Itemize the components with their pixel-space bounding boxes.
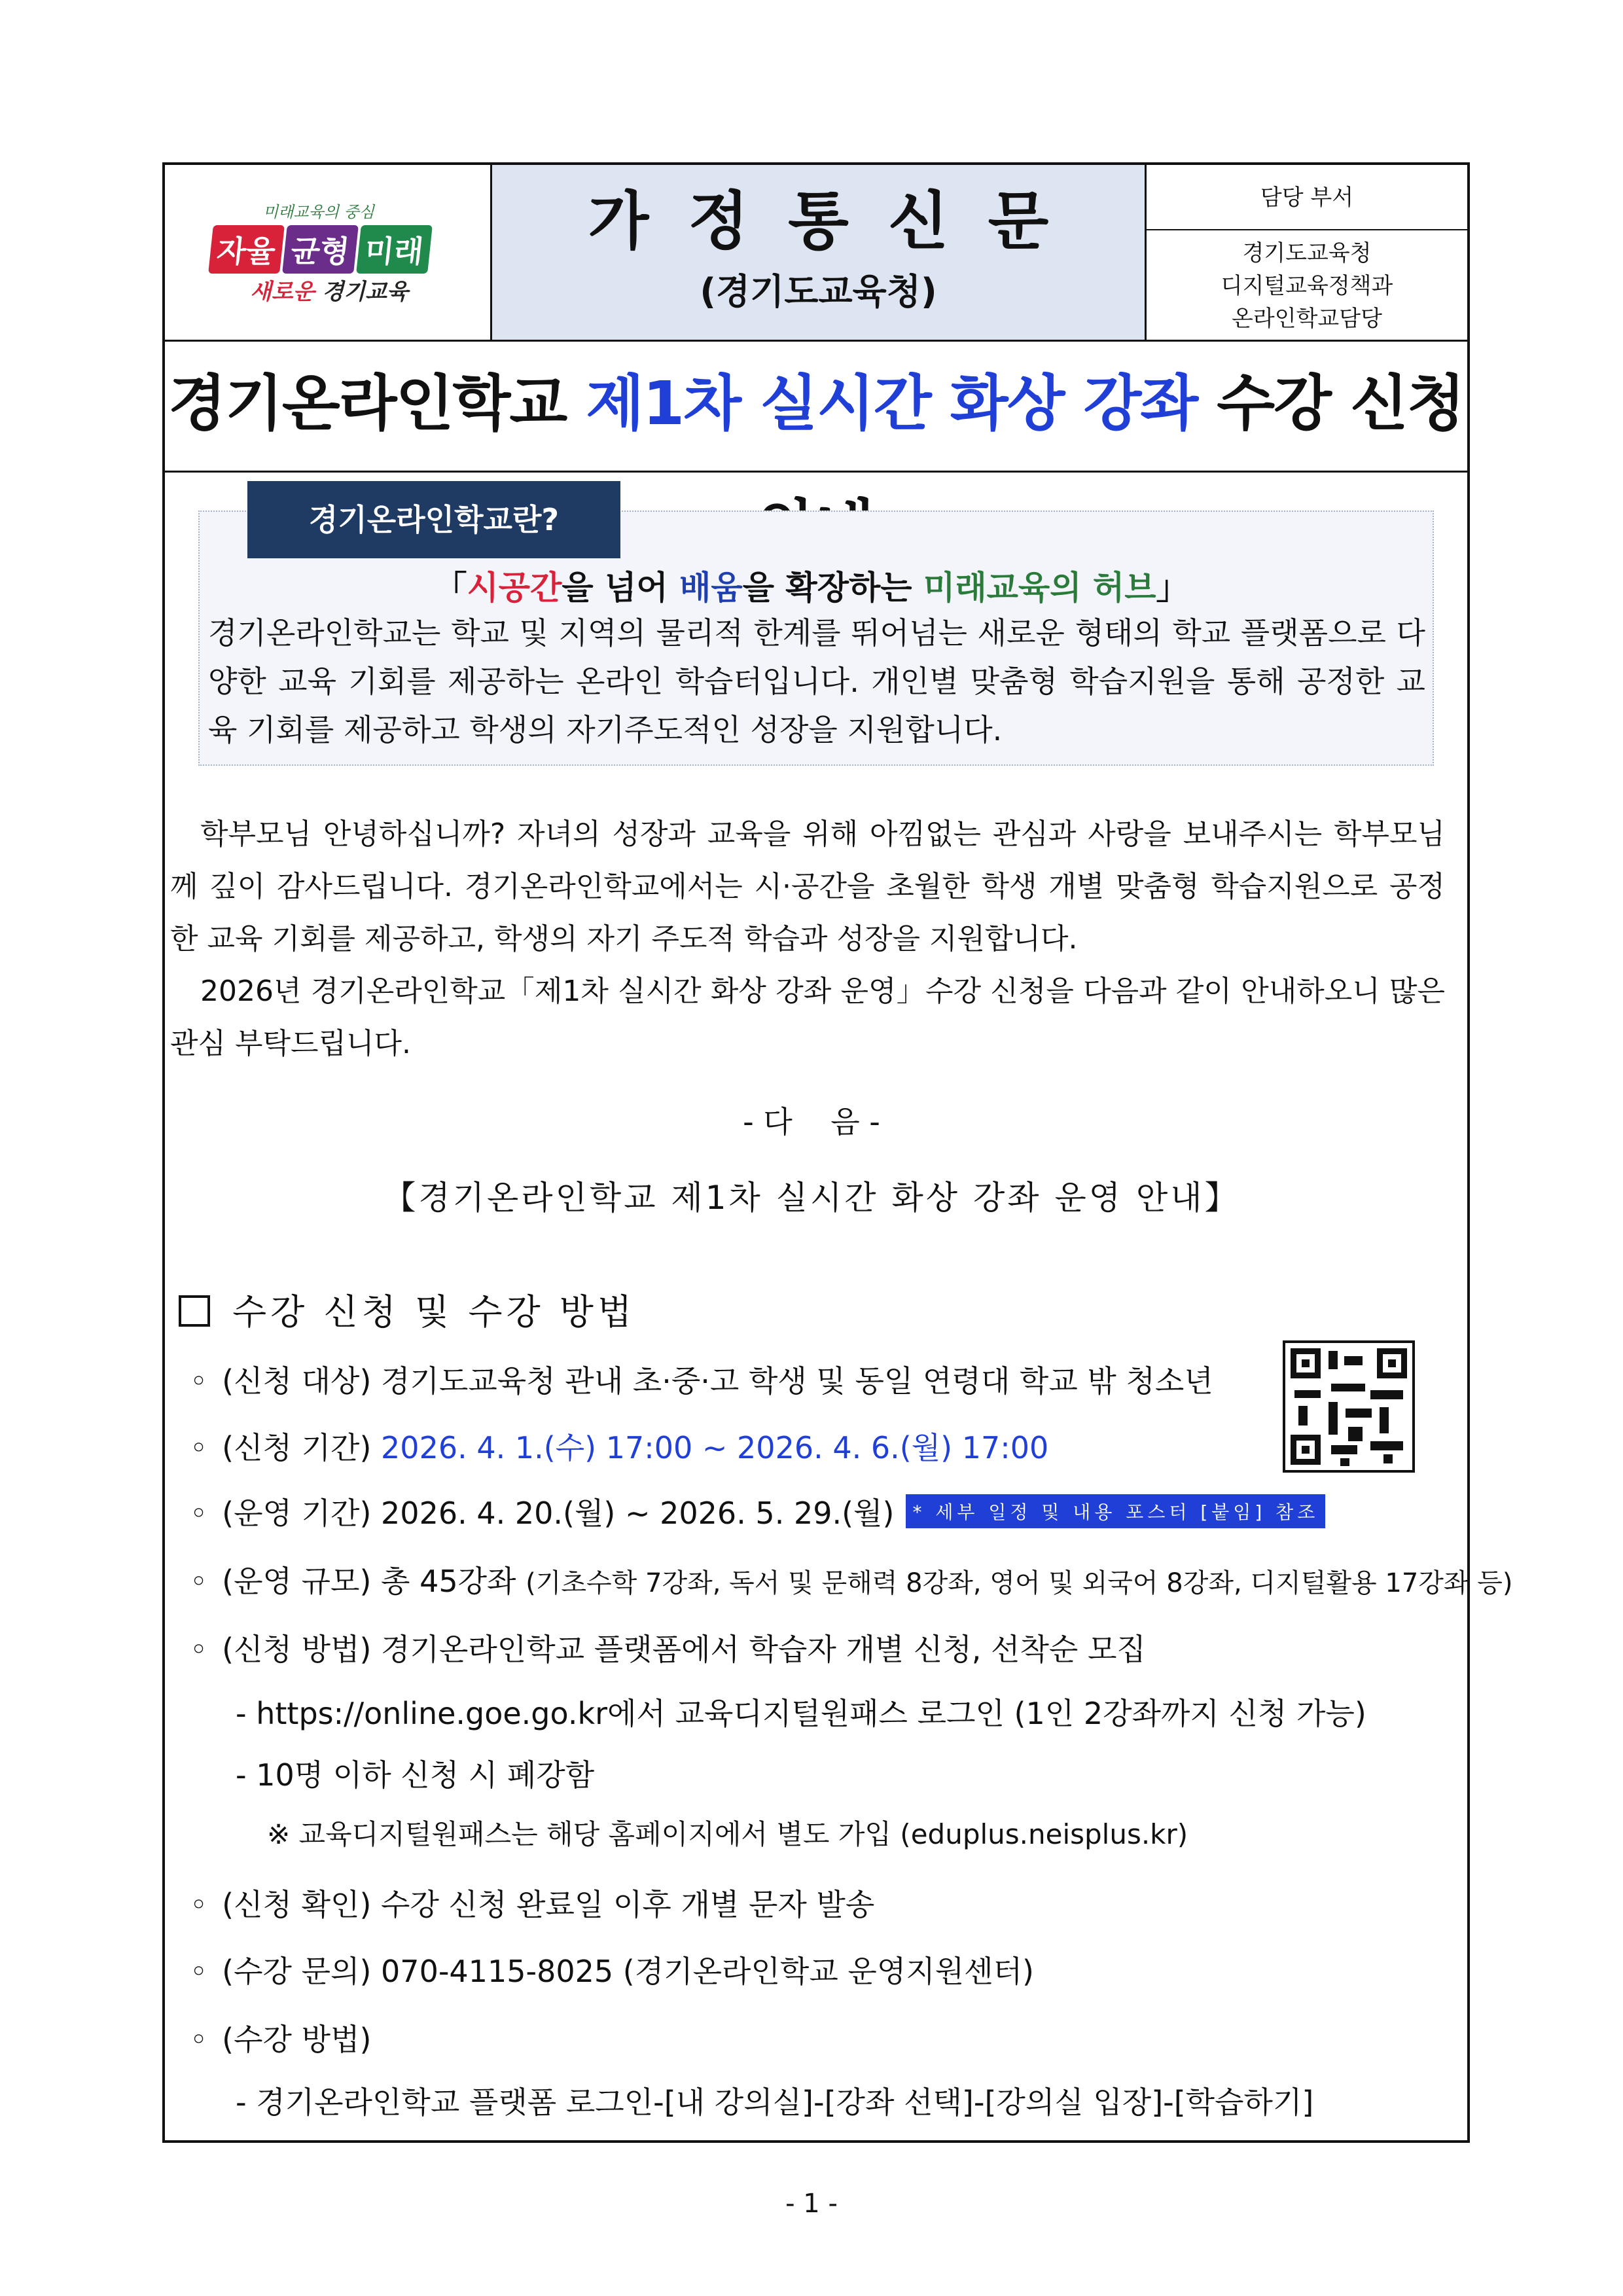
logo-subtitle-red: 새로운: [250, 279, 323, 305]
logo-words: [211, 225, 430, 274]
info-item-confirm: [190, 1881, 874, 1924]
method-sub-1: - https://online.goe.go.kr에서 교육디지털원패스 로그인 (1인 2강좌까지 신청 가능): [236, 1696, 1366, 1731]
title-cell: [492, 165, 1147, 340]
item-label: (운영 규모): [222, 1564, 372, 1599]
following-marker: - 다 음 -: [743, 1104, 880, 1139]
document-subtitle: (경기도교육청): [700, 271, 937, 312]
quote-mark: 「: [434, 569, 467, 607]
qr-finder: [1291, 1348, 1321, 1378]
department-line: 디지털교육정책과: [1221, 273, 1393, 299]
bullet: ◦: [190, 1430, 208, 1465]
header-table: [165, 165, 1467, 342]
info-item-course-method: [190, 2016, 371, 2059]
qr-finder: [1291, 1435, 1321, 1465]
qr-finder: [1377, 1348, 1407, 1378]
info-item-apply-method: [190, 1626, 1146, 1669]
department-line: 온라인학교담당: [1232, 306, 1382, 332]
quote-text: 을 확장하는: [742, 569, 924, 607]
letter-paragraph-2: 2026년 경기온라인학교「제1차 실시간 화상 강좌 운영」수강 신청을 다음과 같이 안내하오니 많은 관심 부탁드립니다.: [170, 975, 1445, 1060]
item-label: (수강 방법): [222, 2022, 372, 2057]
item-text: 2026. 4. 20.(월) ~ 2026. 5. 29.(월): [381, 1496, 895, 1531]
logo-subtitle-dark: 경기교육: [322, 279, 408, 305]
item-label: (운영 기간): [222, 1496, 372, 1531]
qr-module: [1344, 1356, 1363, 1365]
qr-module: [1370, 1390, 1403, 1399]
headline-part: 수강 신청: [1217, 368, 1464, 439]
intro-quote: [0, 562, 1623, 609]
item-text: 경기도교육청 관내 초·중·고 학생 및 동일 연령대 학교 밖 청소년: [381, 1363, 1213, 1399]
quote-red: 시공간: [467, 569, 562, 607]
headline-part: 경기온라인학교: [168, 368, 586, 439]
info-item-apply-period: [190, 1424, 1048, 1467]
item-label: (신청 확인): [222, 1887, 372, 1922]
qr-module: [1294, 1390, 1321, 1398]
section-heading: [179, 1284, 635, 1335]
info-item-target: [190, 1357, 1213, 1401]
logo-tagline: 미래교육의 중심: [263, 203, 374, 221]
item-text: 경기온라인학교 플랫폼에서 학습자 개별 신청, 선착순 모집: [381, 1632, 1146, 1667]
item-label: (신청 대상): [222, 1363, 372, 1399]
quote-text: 을 넘어: [562, 569, 680, 607]
quote-blue: 배움: [679, 569, 743, 607]
qr-module: [1340, 1458, 1349, 1466]
logo-word-3: 미래: [356, 225, 433, 274]
bullet: ◦: [190, 1887, 208, 1922]
department-cell: [1147, 165, 1467, 340]
qr-module: [1298, 1406, 1308, 1426]
section-heading-text: 수강 신청 및 수강 방법: [232, 1291, 636, 1333]
info-item-inquiry: [190, 1948, 1034, 1991]
qr-module: [1346, 1408, 1372, 1418]
quote-green: 미래교육의 허브: [923, 569, 1156, 607]
bullet: ◦: [190, 1496, 208, 1531]
poster-note-badge: * 세부 일정 및 내용 포스터 [붙임] 참조: [906, 1494, 1325, 1528]
logo-word-2: 균형: [282, 225, 359, 274]
intro-body: 경기온라인학교는 학교 및 지역의 물리적 한계를 뛰어넘는 새로운 형태의 학교 플랫폼으로 다양한 교육 기회를 제공하는 온라인 학습터입니다. 개인별 맞춤형 학습지원을 통해 공정한 교육 기회를 제공하고 학생의 자기주도적인 성장을 지원합니다.: [208, 615, 1425, 747]
item-text: 2026. 4. 1.(수) 17:00 ~ 2026. 4. 6.(월) 17:00: [381, 1430, 1049, 1465]
bullet: ◦: [190, 1632, 208, 1667]
bullet: ◦: [190, 1564, 208, 1599]
item-text: 수강 신청 완료일 이후 개별 문자 발송: [381, 1887, 875, 1922]
headline: [165, 342, 1467, 473]
info-item-run-period: [190, 1490, 1325, 1533]
item-detail: (기초수학 7강좌, 독서 및 문해력 8강좌, 영어 및 외국어 8강좌, 디지털활용 17강좌 등): [526, 1568, 1513, 1598]
department-info: [1147, 230, 1467, 335]
info-item-scale: [190, 1558, 1513, 1601]
item-label: (수강 문의): [222, 1954, 372, 1989]
item-label: (신청 방법): [222, 1632, 372, 1667]
bullet: ◦: [190, 1954, 208, 1989]
qr-module: [1331, 1445, 1357, 1454]
department-line: 경기도교육청: [1242, 240, 1372, 266]
qr-module: [1383, 1454, 1393, 1463]
qr-module: [1380, 1407, 1389, 1433]
item-text: 총 45강좌: [381, 1564, 516, 1599]
checkbox-icon: [179, 1295, 210, 1327]
qr-module: [1331, 1384, 1365, 1391]
method-sub-2: - 10명 이하 신청 시 폐강함: [236, 1757, 595, 1793]
department-label: 담당 부서: [1147, 165, 1467, 230]
headline-highlight: 제1차 실시간 화상 강좌: [586, 368, 1198, 439]
page-number: - 1 -: [785, 2189, 838, 2219]
qr-module: [1348, 1427, 1363, 1441]
qr-code: [1283, 1340, 1415, 1473]
logo-word-1: 자율: [208, 225, 285, 274]
letter-paragraph-1: 학부모님 안녕하십니까? 자녀의 성장과 교육을 위해 아낌없는 관심과 사랑을 보내주시는 학부모님께 깊이 감사드립니다. 경기온라인학교에서는 시·공간을 초월한 학생 개별 맞춤형 학습지원으로 공정한 교육 기회를 제공하고, 학생의 자기 주도적 학습과 성장을 지원합니다.: [170, 817, 1445, 956]
qr-module: [1329, 1351, 1338, 1369]
qr-module: [1329, 1402, 1338, 1435]
method-note: ※ 교육디지털원패스는 해당 홈페이지에서 별도 가입 (eduplus.neisplus.kr): [267, 1818, 1188, 1850]
logo-subtitle: [250, 274, 408, 306]
notice-title: 【경기온라인학교 제1차 실시간 화상 강좌 운영 안내】: [383, 1179, 1240, 1217]
intro-tab: 경기온라인학교란?: [247, 481, 620, 558]
item-label: (신청 기간): [222, 1430, 372, 1465]
logo-cell: [165, 165, 492, 340]
item-text: 070-4115-8025 (경기온라인학교 운영지원센터): [381, 1954, 1034, 1989]
quote-mark: 」: [1156, 569, 1189, 607]
bullet: ◦: [190, 2022, 208, 2057]
course-steps: - 경기온라인학교 플랫폼 로그인-[내 강의실]-[강좌 선택]-[강의실 입장]-[학습하기]: [236, 2085, 1314, 2120]
document-title: 가정통신문: [588, 185, 1088, 258]
qr-module: [1370, 1441, 1403, 1450]
bullet: ◦: [190, 1363, 208, 1399]
